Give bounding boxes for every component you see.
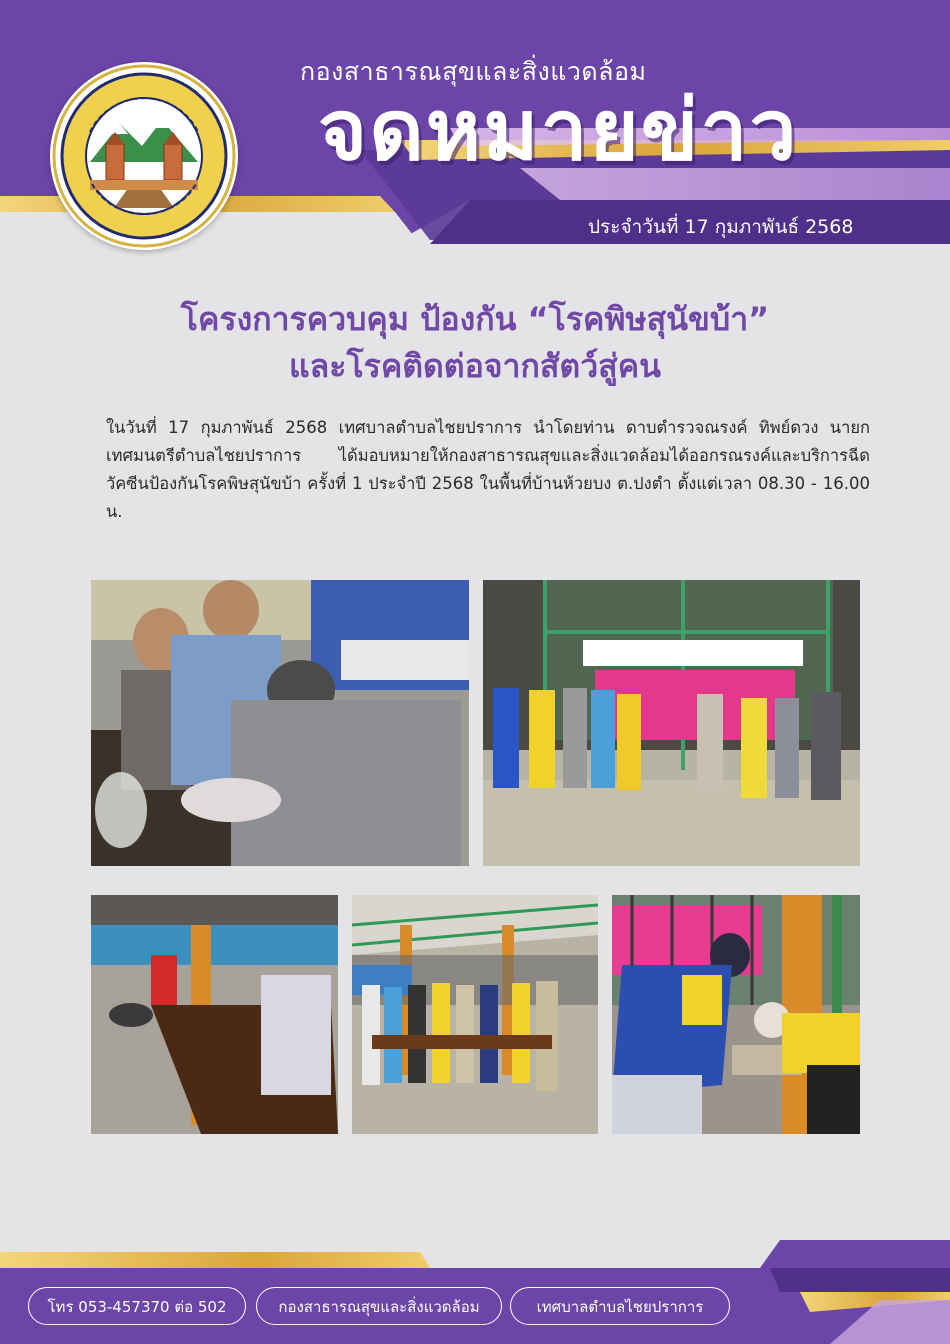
photo-group-banner	[483, 580, 860, 866]
department-title: กองสาธารณสุขและสิ่งแวดล้อม	[300, 57, 647, 86]
headline-line-2: และโรคติดต่อจากสัตว์สู่คน	[289, 347, 661, 385]
photo-vaccinating-dog	[91, 580, 469, 866]
municipality-seal	[50, 62, 238, 250]
seal-icon	[50, 62, 238, 250]
footer-phone: โทร 053-457370 ต่อ 502	[28, 1287, 246, 1325]
photo-vaccination-pen	[612, 895, 860, 1134]
footer-municipality: เทศบาลตำบลไชยปราการ	[510, 1287, 730, 1325]
photo-registration-tables	[91, 895, 338, 1134]
article-body: ในวันที่ 17 กุมภาพันธ์ 2568 เทศบาลตำบลไชยปราการ นำโดยท่าน ดาบตำรวจณรงค์ ทิพย์ดวง นายกเทศมนตรีตำบลไชยปราการ ได้มอบหมายให้กองสาธารณสุขและสิ่งแวดล้อมได้ออกรณรงค์และบริการฉีดวัคซีนป้องกันโรคพิษสุนัขบ้า ครั้งที่ 1 ประจำปี 2568 ในพื้นที่บ้านห้วยบง ต.ปงตำ ตั้งแต่เวลา 08.30 - 16.00 น.	[106, 418, 870, 521]
article-headline	[60, 296, 890, 390]
headline-line-1: โครงการควบคุม ป้องกัน “โรคพิษสุนัขบ้า”	[180, 300, 770, 338]
issue-date: ประจำวันที่ 17 กุมภาพันธ์ 2568	[588, 216, 854, 238]
masthead-title: จดหมายข่าว	[318, 81, 799, 179]
footer-department: กองสาธารณสุขและสิ่งแวดล้อม	[256, 1287, 502, 1325]
photo-team-under-roof	[352, 895, 598, 1134]
